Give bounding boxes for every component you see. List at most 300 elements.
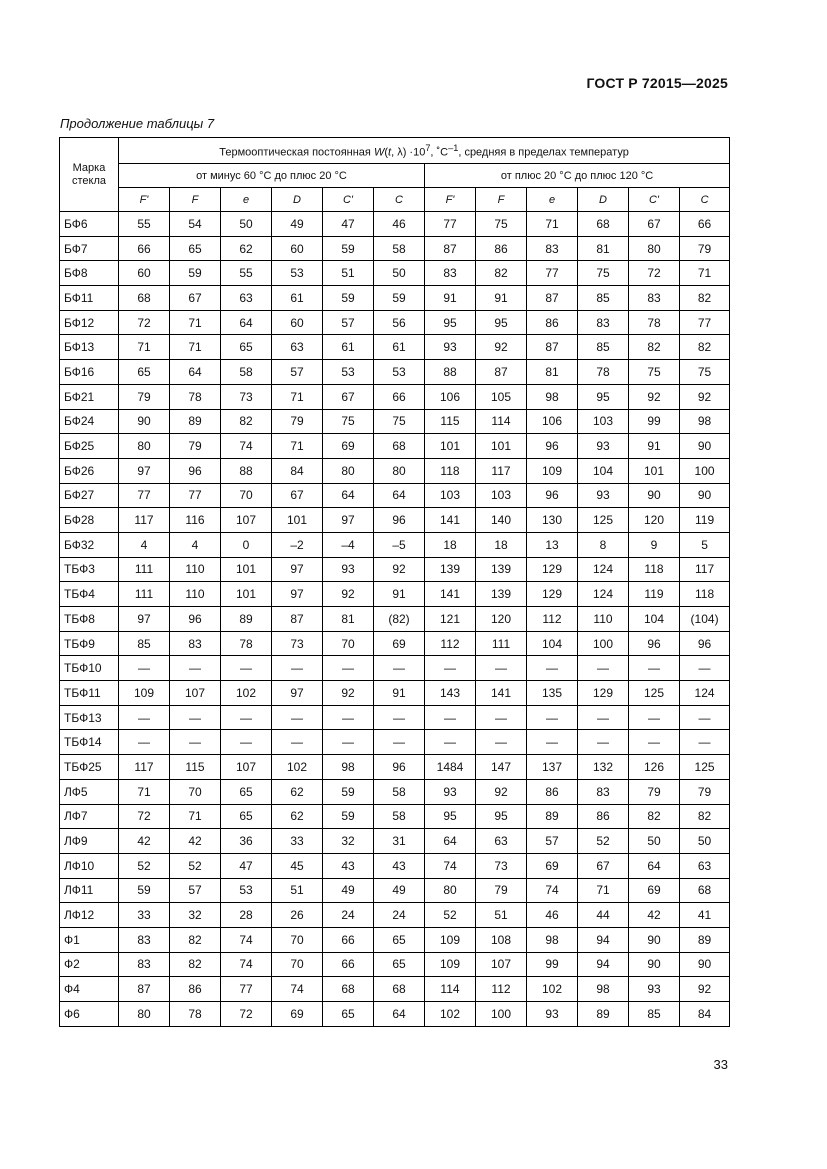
value-cell: — (680, 730, 730, 755)
value-cell: 77 (680, 310, 730, 335)
value-cell: 124 (578, 557, 629, 582)
line-header-cell: C' (323, 188, 374, 212)
value-cell: 109 (527, 458, 578, 483)
table-row (60, 903, 730, 928)
value-cell: 88 (221, 458, 272, 483)
value-cell: — (629, 730, 680, 755)
value-cell: 72 (629, 261, 680, 286)
value-cell: — (119, 656, 170, 681)
value-cell: 18 (476, 532, 527, 557)
value-cell: 104 (527, 631, 578, 656)
value-cell: 84 (272, 458, 323, 483)
value-cell: 107 (476, 952, 527, 977)
value-cell: 79 (629, 779, 680, 804)
value-cell: 42 (119, 829, 170, 854)
value-cell: 68 (323, 977, 374, 1002)
glass-mark-cell: БФ7 (60, 236, 119, 261)
value-cell: (82) (374, 607, 425, 632)
value-cell: 103 (578, 409, 629, 434)
value-cell: 52 (170, 853, 221, 878)
value-cell: 52 (578, 829, 629, 854)
value-cell: 96 (680, 631, 730, 656)
line-header-cell: F' (119, 188, 170, 212)
glass-mark-cell: ТБФ3 (60, 557, 119, 582)
value-cell: 112 (425, 631, 476, 656)
value-cell: 80 (119, 1002, 170, 1027)
value-cell: 85 (578, 335, 629, 360)
value-cell: 77 (119, 483, 170, 508)
value-cell: 83 (170, 631, 221, 656)
value-cell: 141 (425, 582, 476, 607)
value-cell: 139 (425, 557, 476, 582)
table-row (60, 557, 730, 582)
value-cell: — (119, 705, 170, 730)
value-cell: 53 (323, 360, 374, 385)
value-cell: 90 (680, 483, 730, 508)
value-cell: 5 (680, 532, 730, 557)
table-row (60, 779, 730, 804)
value-cell: 33 (119, 903, 170, 928)
value-cell: — (374, 656, 425, 681)
value-cell: 109 (425, 927, 476, 952)
value-cell: 58 (221, 360, 272, 385)
table-row (60, 656, 730, 681)
value-cell: 102 (527, 977, 578, 1002)
value-cell: 82 (170, 952, 221, 977)
value-cell: 79 (170, 434, 221, 459)
value-cell: 98 (578, 977, 629, 1002)
value-cell: 42 (170, 829, 221, 854)
value-cell: 59 (374, 286, 425, 311)
value-cell: 125 (680, 755, 730, 780)
value-cell: 66 (374, 384, 425, 409)
glass-mark-cell: ЛФ10 (60, 853, 119, 878)
value-cell: 100 (578, 631, 629, 656)
value-cell: 69 (527, 853, 578, 878)
value-cell: 95 (425, 310, 476, 335)
value-cell: 92 (323, 681, 374, 706)
value-cell: 90 (629, 483, 680, 508)
value-cell: 59 (323, 804, 374, 829)
value-cell: 83 (425, 261, 476, 286)
value-cell: 79 (272, 409, 323, 434)
table-row (60, 532, 730, 557)
value-cell: 120 (476, 607, 527, 632)
glass-mark-cell: БФ13 (60, 335, 119, 360)
value-cell: 95 (476, 804, 527, 829)
value-cell: 79 (680, 236, 730, 261)
value-cell: 78 (221, 631, 272, 656)
value-cell: 86 (476, 236, 527, 261)
value-cell: 66 (680, 212, 730, 237)
value-cell: 67 (272, 483, 323, 508)
value-cell: 78 (170, 1002, 221, 1027)
value-cell: 53 (272, 261, 323, 286)
value-cell: 71 (170, 804, 221, 829)
value-cell: 52 (425, 903, 476, 928)
value-cell: 65 (221, 804, 272, 829)
value-cell: 66 (323, 927, 374, 952)
value-cell: 85 (578, 286, 629, 311)
value-cell: 100 (680, 458, 730, 483)
value-cell: 110 (170, 557, 221, 582)
value-cell: 75 (680, 360, 730, 385)
value-cell: 130 (527, 508, 578, 533)
value-cell: 32 (170, 903, 221, 928)
value-cell: 83 (119, 952, 170, 977)
glass-mark-cell: Ф2 (60, 952, 119, 977)
value-cell: 99 (629, 409, 680, 434)
value-cell: 109 (119, 681, 170, 706)
glass-mark-cell: ТБФ25 (60, 755, 119, 780)
value-cell: 95 (578, 384, 629, 409)
glass-mark-cell: Ф6 (60, 1002, 119, 1027)
value-cell: 49 (272, 212, 323, 237)
value-cell: 99 (527, 952, 578, 977)
value-cell: 67 (323, 384, 374, 409)
value-cell: 51 (476, 903, 527, 928)
value-cell: 44 (578, 903, 629, 928)
glass-mark-cell: БФ21 (60, 384, 119, 409)
value-cell: 78 (629, 310, 680, 335)
value-cell: 101 (425, 434, 476, 459)
value-cell: 57 (323, 310, 374, 335)
value-cell: 93 (629, 977, 680, 1002)
value-cell: 68 (119, 286, 170, 311)
value-cell: 51 (323, 261, 374, 286)
value-cell: 83 (629, 286, 680, 311)
value-cell: 89 (680, 927, 730, 952)
value-cell: 124 (578, 582, 629, 607)
spectral-line-header-row (60, 188, 730, 212)
value-cell: 90 (119, 409, 170, 434)
line-header-cell: F (170, 188, 221, 212)
value-cell: 73 (476, 853, 527, 878)
value-cell: 93 (425, 335, 476, 360)
value-cell: — (323, 656, 374, 681)
value-cell: 68 (374, 977, 425, 1002)
line-header-cell: C (374, 188, 425, 212)
value-cell: 79 (119, 384, 170, 409)
value-cell: 80 (629, 236, 680, 261)
value-cell: 82 (476, 261, 527, 286)
value-cell: 43 (374, 853, 425, 878)
value-cell: 117 (119, 755, 170, 780)
glass-mark-cell: ТБФ9 (60, 631, 119, 656)
value-cell: 117 (680, 557, 730, 582)
value-cell: 69 (323, 434, 374, 459)
value-cell: 55 (221, 261, 272, 286)
value-cell: 62 (272, 804, 323, 829)
value-cell: 129 (578, 681, 629, 706)
value-cell: 94 (578, 952, 629, 977)
value-cell: 85 (629, 1002, 680, 1027)
value-cell: — (425, 705, 476, 730)
value-cell: 87 (425, 236, 476, 261)
glass-mark-cell: БФ16 (60, 360, 119, 385)
value-cell: 86 (527, 310, 578, 335)
glass-mark-cell: ЛФ7 (60, 804, 119, 829)
glass-mark-cell: БФ26 (60, 458, 119, 483)
table-row (60, 261, 730, 286)
table-row (60, 977, 730, 1002)
value-cell: 139 (476, 557, 527, 582)
table-row (60, 582, 730, 607)
value-cell: 85 (119, 631, 170, 656)
table-row (60, 409, 730, 434)
value-cell: 79 (476, 878, 527, 903)
value-cell: 98 (323, 755, 374, 780)
value-cell: 74 (221, 927, 272, 952)
value-cell: 103 (425, 483, 476, 508)
value-cell: 116 (170, 508, 221, 533)
value-cell: 93 (425, 779, 476, 804)
table-row (60, 310, 730, 335)
glass-mark-cell: БФ6 (60, 212, 119, 237)
value-cell: 96 (170, 458, 221, 483)
value-cell: 28 (221, 903, 272, 928)
value-cell: 64 (221, 310, 272, 335)
value-cell: 101 (272, 508, 323, 533)
value-cell: — (323, 705, 374, 730)
table-row (60, 755, 730, 780)
value-cell: 108 (476, 927, 527, 952)
value-cell: 65 (221, 335, 272, 360)
value-cell: 73 (272, 631, 323, 656)
value-cell: 66 (323, 952, 374, 977)
value-cell: 64 (323, 483, 374, 508)
value-cell: 74 (425, 853, 476, 878)
value-cell: 119 (680, 508, 730, 533)
value-cell: 70 (170, 779, 221, 804)
value-cell: 89 (578, 1002, 629, 1027)
value-cell: 92 (629, 384, 680, 409)
value-cell: 71 (680, 261, 730, 286)
document-code: ГОСТ Р 72015—2025 (586, 75, 728, 91)
value-cell: 124 (680, 681, 730, 706)
line-header-cell: D (272, 188, 323, 212)
value-cell: 4 (170, 532, 221, 557)
value-cell: 114 (476, 409, 527, 434)
value-cell: 81 (578, 236, 629, 261)
value-cell: 75 (374, 409, 425, 434)
value-cell: 135 (527, 681, 578, 706)
table-row (60, 360, 730, 385)
value-cell: 111 (476, 631, 527, 656)
value-cell: 117 (119, 508, 170, 533)
line-header-cell: e (527, 188, 578, 212)
value-cell: 96 (629, 631, 680, 656)
table-caption: Продолжение таблицы 7 (60, 116, 215, 131)
value-cell: 65 (374, 927, 425, 952)
value-cell: 132 (578, 755, 629, 780)
value-cell: 90 (629, 952, 680, 977)
value-cell: 95 (425, 804, 476, 829)
value-cell: 80 (425, 878, 476, 903)
value-cell: 59 (119, 878, 170, 903)
value-cell: –5 (374, 532, 425, 557)
value-cell: 61 (323, 335, 374, 360)
value-cell: 67 (629, 212, 680, 237)
value-cell: 97 (272, 557, 323, 582)
value-cell: 64 (374, 1002, 425, 1027)
value-cell: 45 (272, 853, 323, 878)
value-cell: 140 (476, 508, 527, 533)
value-cell: 49 (374, 878, 425, 903)
value-cell: 106 (425, 384, 476, 409)
value-cell: 71 (578, 878, 629, 903)
value-cell: 68 (680, 878, 730, 903)
glass-mark-cell: ЛФ11 (60, 878, 119, 903)
value-cell: 139 (476, 582, 527, 607)
value-cell: 93 (578, 483, 629, 508)
value-cell: 71 (527, 212, 578, 237)
value-cell: — (527, 730, 578, 755)
value-cell: 66 (119, 236, 170, 261)
value-cell: 104 (629, 607, 680, 632)
value-cell: 55 (119, 212, 170, 237)
value-cell: 71 (170, 310, 221, 335)
value-cell: 93 (578, 434, 629, 459)
value-cell: 141 (476, 681, 527, 706)
value-cell: 111 (119, 582, 170, 607)
value-cell: — (272, 730, 323, 755)
table-row (60, 483, 730, 508)
value-cell: 71 (272, 434, 323, 459)
value-cell: 94 (578, 927, 629, 952)
value-cell: 73 (221, 384, 272, 409)
value-cell: 107 (170, 681, 221, 706)
table-row (60, 730, 730, 755)
value-cell: 105 (476, 384, 527, 409)
value-cell: 125 (578, 508, 629, 533)
value-cell: 67 (170, 286, 221, 311)
value-cell: 129 (527, 557, 578, 582)
table-row (60, 384, 730, 409)
value-cell: 64 (629, 853, 680, 878)
value-cell: 50 (374, 261, 425, 286)
value-cell: 71 (119, 335, 170, 360)
value-cell: 67 (578, 853, 629, 878)
value-cell: 59 (323, 286, 374, 311)
value-cell: 98 (527, 384, 578, 409)
value-cell: 112 (527, 607, 578, 632)
value-cell: 89 (527, 804, 578, 829)
value-cell: 75 (578, 261, 629, 286)
value-cell: –4 (323, 532, 374, 557)
value-cell: 118 (629, 557, 680, 582)
value-cell: 118 (425, 458, 476, 483)
table-body (60, 212, 730, 1027)
value-cell: 110 (170, 582, 221, 607)
value-cell: 13 (527, 532, 578, 557)
value-cell: 86 (170, 977, 221, 1002)
line-header-cell: F (476, 188, 527, 212)
value-cell: 96 (374, 508, 425, 533)
value-cell: 69 (629, 878, 680, 903)
value-cell: 82 (170, 927, 221, 952)
value-cell: 112 (476, 977, 527, 1002)
value-cell: 70 (272, 927, 323, 952)
glass-mark-cell: ТБФ13 (60, 705, 119, 730)
value-cell: 74 (221, 434, 272, 459)
glass-mark-cell: БФ11 (60, 286, 119, 311)
value-cell: 69 (272, 1002, 323, 1027)
page-number: 33 (713, 1057, 728, 1072)
value-cell: — (476, 705, 527, 730)
value-cell: 46 (527, 903, 578, 928)
value-cell: 96 (374, 755, 425, 780)
value-cell: — (272, 705, 323, 730)
value-cell: — (374, 705, 425, 730)
value-cell: 36 (221, 829, 272, 854)
value-cell: 68 (578, 212, 629, 237)
value-cell: 83 (578, 779, 629, 804)
value-cell: — (425, 656, 476, 681)
value-cell: 119 (629, 582, 680, 607)
glass-mark-cell: Ф4 (60, 977, 119, 1002)
value-cell: 81 (323, 607, 374, 632)
value-cell: 53 (221, 878, 272, 903)
value-cell: 90 (629, 927, 680, 952)
value-cell: 91 (374, 582, 425, 607)
value-cell: — (680, 656, 730, 681)
table-row (60, 286, 730, 311)
value-cell: 80 (119, 434, 170, 459)
value-cell: 102 (425, 1002, 476, 1027)
value-cell: 97 (119, 458, 170, 483)
value-cell: 92 (680, 977, 730, 1002)
value-cell: — (578, 656, 629, 681)
value-cell: 91 (425, 286, 476, 311)
line-header-cell: e (221, 188, 272, 212)
value-cell: 82 (680, 335, 730, 360)
glass-mark-cell: БФ25 (60, 434, 119, 459)
value-cell: 51 (272, 878, 323, 903)
value-cell: 58 (374, 236, 425, 261)
value-cell: — (170, 730, 221, 755)
value-cell: 82 (680, 804, 730, 829)
value-cell: 82 (629, 804, 680, 829)
value-cell: 91 (476, 286, 527, 311)
value-cell: 87 (527, 335, 578, 360)
value-cell: 84 (680, 1002, 730, 1027)
value-cell: 70 (221, 483, 272, 508)
value-cell: 126 (629, 755, 680, 780)
value-cell: — (170, 705, 221, 730)
value-cell: (104) (680, 607, 730, 632)
table-row (60, 829, 730, 854)
value-cell: 101 (221, 582, 272, 607)
value-cell: 8 (578, 532, 629, 557)
value-cell: — (272, 656, 323, 681)
value-cell: 97 (119, 607, 170, 632)
table-row (60, 631, 730, 656)
value-cell: 141 (425, 508, 476, 533)
value-cell: 117 (476, 458, 527, 483)
value-cell: 56 (374, 310, 425, 335)
value-cell: 104 (578, 458, 629, 483)
value-cell: 82 (221, 409, 272, 434)
value-cell: 109 (425, 952, 476, 977)
value-cell: 9 (629, 532, 680, 557)
value-cell: 26 (272, 903, 323, 928)
value-cell: 82 (629, 335, 680, 360)
value-cell: 75 (476, 212, 527, 237)
line-header-cell: C (680, 188, 730, 212)
glass-mark-cell: Ф1 (60, 927, 119, 952)
value-cell: 95 (476, 310, 527, 335)
